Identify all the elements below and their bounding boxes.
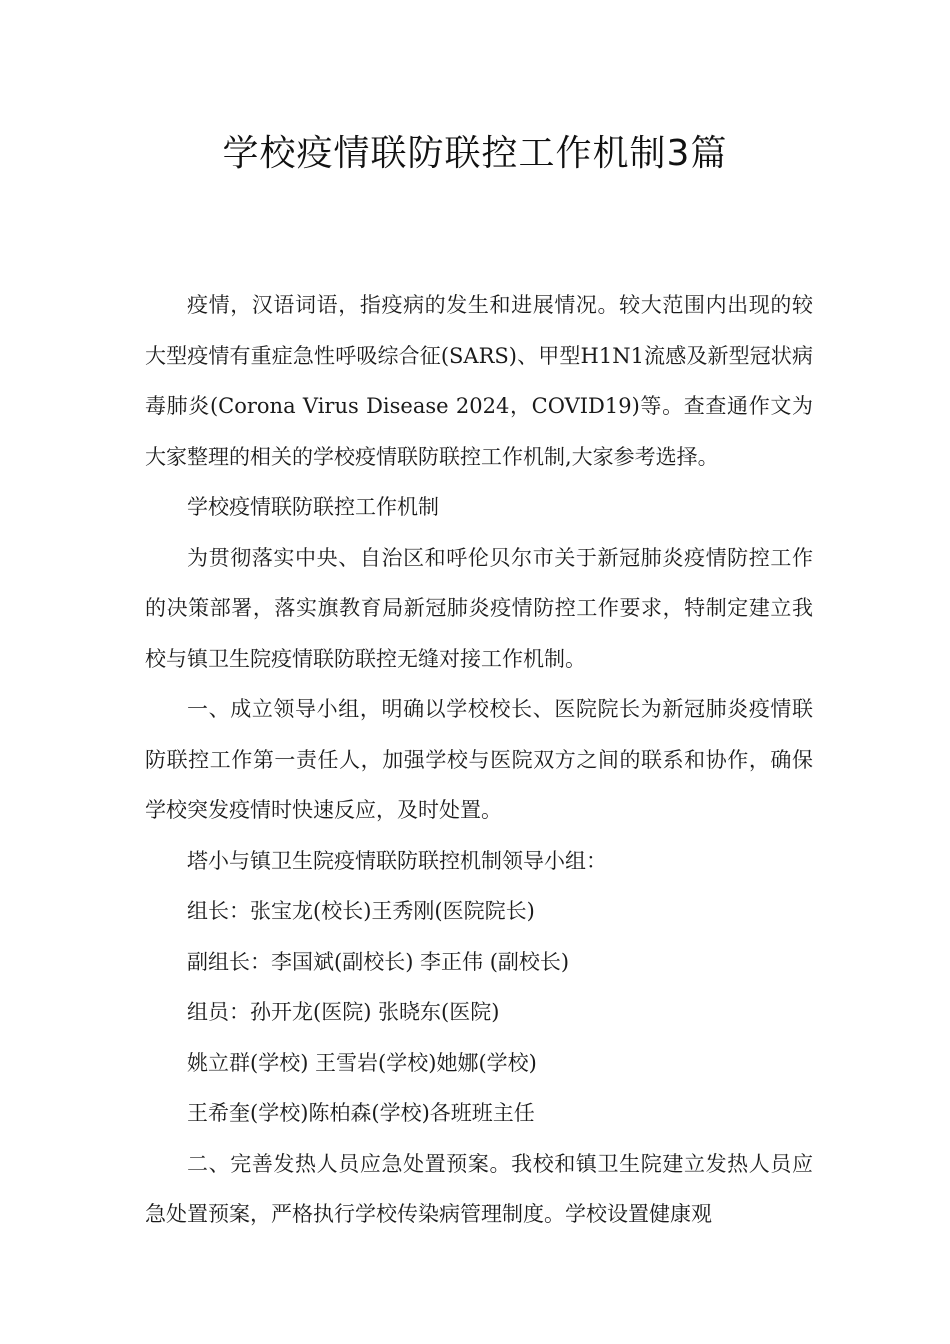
deputy-leader-line: 副组长：李国斌(副校长) 李正伟 (副校长) bbox=[187, 949, 570, 974]
members-line: 组员：孙开龙(医院) 张晓东(医院) bbox=[187, 1000, 500, 1024]
leadership-paragraph: 一、成立领导小组，明确以学校校长、医院院长为新冠肺炎疫情联防联控工作第一责任人，加强学校与医院双方之间的联系和协作，确保学校突发疫情时快速反应，及时处置。 bbox=[145, 697, 813, 822]
document-title: 学校疫情联防联控工作机制3篇 bbox=[222, 133, 728, 174]
members-line-2: 姚立群(学校) 王雪岩(学校)她娜(学校) bbox=[187, 1050, 537, 1075]
intro-paragraph: 疫情，汉语词语，指疫病的发生和进展情况。较大范围内出现的较大型疫情有重症急性呼吸综合征(SARS)、甲型H1N1流感及新型冠状病毒肺炎(Corona Virus Disease 2024，COVID19)等。查查通作文为大家整理的相关的学校疫情联防联控工作机制,大家参考选择。 bbox=[145, 293, 813, 469]
fever-plan-paragraph: 二、完善发热人员应急处置预案。我校和镇卫生院建立发热人员应急处置预案，严格执行学校传染病管理制度。学校设置健康观 bbox=[145, 1151, 813, 1226]
section-heading: 学校疫情联防联控工作机制 bbox=[187, 495, 439, 519]
group-leader-line: 组长：张宝龙(校长)王秀刚(医院院长) bbox=[187, 899, 535, 923]
group-heading: 塔小与镇卫生院疫情联防联控机制领导小组： bbox=[187, 848, 607, 873]
members-line-3: 王希奎(学校)陈柏森(学校)各班班主任 bbox=[187, 1101, 535, 1125]
purpose-paragraph: 为贯彻落实中央、自治区和呼伦贝尔市关于新冠肺炎疫情防控工作的决策部署，落实旗教育局新冠肺炎疫情防控工作要求，特制定建立我校与镇卫生院疫情联防联控无缝对接工作机制。 bbox=[145, 545, 813, 671]
document-body bbox=[145, 280, 813, 1240]
